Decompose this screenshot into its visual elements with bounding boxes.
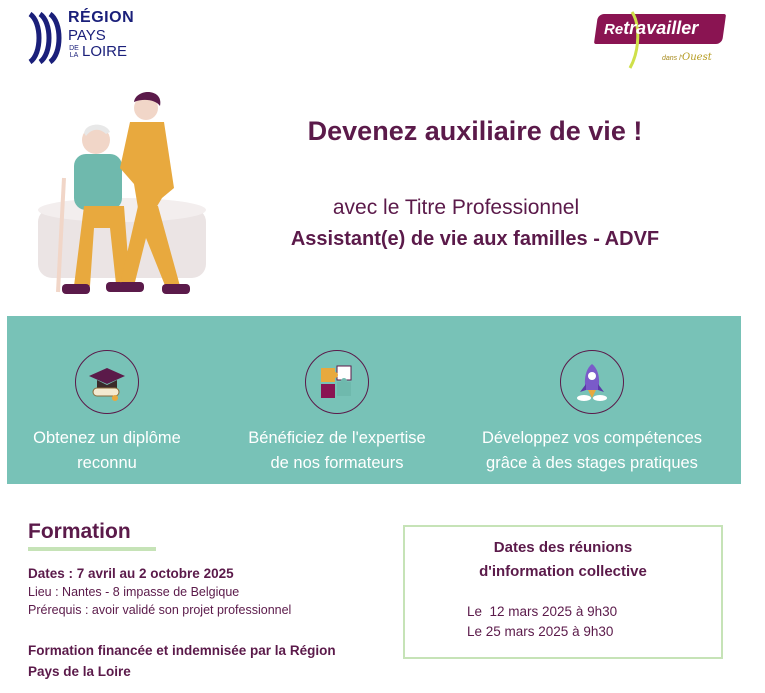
rocket-icon — [560, 350, 624, 414]
region-logo-mark-icon — [28, 12, 64, 64]
retravailler-prefix: Re — [604, 21, 624, 38]
formation-dates: Dates : 7 avril au 2 octobre 2025 — [28, 566, 234, 581]
info-sessions-box — [403, 525, 723, 659]
puzzle-icon — [305, 350, 369, 414]
info-session-date-1: Le 12 mars 2025 à 9h30 — [467, 604, 618, 619]
feature-diploma — [7, 316, 207, 476]
region-logo-de-la: DE LA — [69, 44, 79, 59]
page-title: Devenez auxiliaire de vie ! — [307, 116, 643, 146]
info-sessions-title — [405, 536, 721, 584]
feature-expertise-line1: Bénéficiez de l'expertise — [248, 429, 426, 447]
formation-funding-line2: Pays de la Loire — [28, 664, 131, 679]
formation-location: Lieu : Nantes - 8 impasse de Belgique — [28, 585, 240, 599]
feature-diploma-line1: Obtenez un diplôme — [33, 429, 181, 447]
feature-diploma-line2: reconnu — [77, 454, 137, 472]
formation-funding — [28, 640, 408, 682]
region-logo-line3: LOIRE — [82, 43, 128, 60]
formation-funding-line1: Formation financée et indemnisée par la Région — [28, 643, 336, 658]
retravailler-main: travailler — [623, 18, 699, 38]
features-band — [7, 316, 741, 484]
info-session-date-2: Le 25 mars 2025 à 9h30 — [467, 624, 614, 639]
region-logo-line2: PAYS — [68, 27, 106, 44]
info-sessions-title-line2: d'information collective — [479, 563, 647, 580]
feature-internships-line1: Développez vos compétences — [481, 429, 703, 447]
formation-prerequisites: Prérequis : avoir validé son projet professionnel — [28, 603, 292, 617]
retravailler-dans: dans l' — [662, 55, 683, 62]
retravailler-logo — [596, 8, 726, 70]
subtitle-line1: avec le Titre Professionnel — [332, 196, 580, 219]
region-pays-de-la-loire-logo — [28, 10, 138, 66]
feature-internships-line2: grâce à des stages pratiques — [486, 454, 698, 472]
formation-title: Formation — [28, 520, 131, 543]
info-sessions-title-line1: Dates des réunions — [493, 539, 633, 556]
region-logo-line1: RÉGION — [68, 9, 135, 26]
subtitle-line2: Assistant(e) de vie aux familles - ADVF — [290, 228, 660, 250]
feature-internships — [457, 316, 727, 476]
graduation-cap-icon — [75, 350, 139, 414]
formation-title-underline — [28, 547, 156, 551]
feature-expertise-line2: de nos formateurs — [270, 454, 404, 472]
region-logo-text — [68, 10, 134, 59]
feature-expertise — [222, 316, 452, 476]
retravailler-ouest: Ouest — [682, 52, 712, 63]
caregiver-illustration — [34, 88, 214, 310]
